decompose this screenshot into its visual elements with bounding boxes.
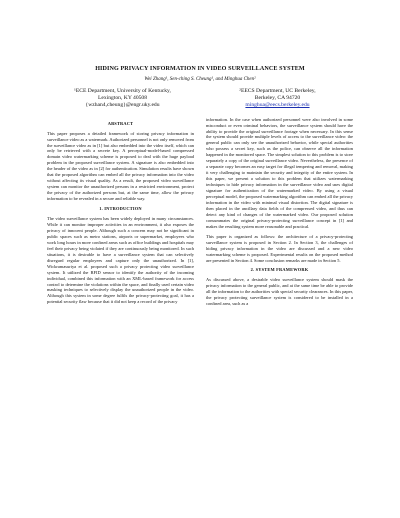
affiliation-berkeley — [206, 88, 349, 110]
affiliation-city: Lexington, KY 40508 — [97, 95, 148, 102]
affiliation-dept: ¹ECE Department, University of Kentucky, — [74, 88, 171, 94]
affiliation-email: {wzhan4,cheung}@engr.uky.edu — [85, 102, 160, 109]
system-framework-text: As discussed above, a desirable video surveillance system should mask the privacy information to the general public, and at the same time be able to provide all the information to the authorities with special security clearances. In this paper, the privacy protecting surveillance system is considered to be installed in a confined area, such as a — [206, 277, 353, 307]
affiliation-kentucky — [51, 88, 194, 110]
abstract-heading: ABSTRACT — [107, 120, 134, 126]
introduction-continued-text: information. In the case when authorized personnel were also involved in some misconduct or even criminal behaviors, the surveillance system should have the ability to provide the original surveillance footage when necessary. In this sense the system should provide multiple levels of access to the surveillance video: the general public can only see the unauthorized behavior, while special authorities who possess a secret key, such as the police, can observe all the information happened in the monitored space. The simplest solution to this problem is to store separately a copy of the original surveillance video. Nevertheless, the presence of a separate copy becomes an easy target for illegal tempering and removal, making it very challenging to maintain the security and integrity of the entire system. In this paper, we present a solution to this problem that utilizes watermarking techniques to hide privacy information in the surveillance video and uses digital signature for authentication of the watermarked video. By using a visual perceptual model, the proposed watermarking algorithm can embed all the privacy information in the video with minimal visual distortion. The digital signature is then placed in the ancillary data fields of the compressed video, and thus can detect any kind of changes of the watermarked video. Our proposed solution consummates the original privacy-protecting surveillance concept in [1] and makes the resulting system more reasonable and practical. — [206, 116, 353, 229]
left-column — [47, 117, 194, 312]
affiliation-dept: ²EECS Department, UC Berkeley, — [239, 88, 316, 94]
right-column — [206, 117, 353, 312]
system-framework-heading: 2. SYSTEM FRAMEWORK — [250, 267, 309, 273]
paper-title: HIDING PRIVACY INFORMATION IN VIDEO SURVEILLANCE SYSTEM — [95, 66, 305, 72]
organization-paragraph: This paper is organized as follows: the architecture of a privacy-protecting surveillance system is proposed in Section 2. In Section 3, the challenges of hiding privacy information in the video are discussed and a new video watermarking scheme is proposed. Experimental results on the proposed method are presented in Section 4. Some conclusion remarks are made in Section 5. — [206, 233, 353, 263]
affiliations — [47, 88, 353, 110]
author-list: Wei Zhang¹, Sen-ching S. Cheung¹, and Minghua Chen² — [144, 77, 256, 82]
introduction-text: The video surveillance system has been widely deployed in many circumstances. While it can monitor improper activities in an environment, it also exposes the privacy of innocent people. Although such a concern may not be significant in public spaces such as metro stations, airports or supermarket, employees who work long hours in more confined areas such as office buildings and hospitals may feel their privacy being violated if they are continuously being monitored. In such situations, it is desirable to have a surveillance system that can selectively disregard regular employees and capture only the unauthorized. In [1], Wickramasuriya et al. proposed such a privacy protecting video surveillance system. It utilized the RFID sensor to identify the authority of the incoming individual, combined this information with an XML-based framework for access control to determine the violations within the space, and finally used certain video masking techniques to selectively display the unauthorized people in the video. Although this system in some degree fulfils the privacy-protecting goal, it has a potential security flaw because that it did not keep a record of the privacy — [47, 216, 194, 305]
body-columns — [47, 117, 353, 312]
introduction-heading: 1. INTRODUCTION — [99, 206, 142, 212]
affiliation-city: Berkeley, CA 94720 — [254, 95, 301, 102]
affiliation-email-link[interactable]: minghua@eecs.berkeley.edu — [245, 102, 310, 109]
abstract-text: This paper proposes a detailed framework of storing privacy information in surveillance video as a watermark. Authorized personnel is not only removed from the surveillance video as in [1] but also embedded into the video itself, which can only be retrieved with a secrete key. A perceptual-model-based compressed domain video watermarking scheme is proposed to deal with the huge payload problem in the proposed surveillance system. A signature is also embedded into the header of the video as in [2] for authentication. Simulation results have shown that the proposed algorithm can embed all the privacy information into the video without affecting its visual quality. As a result, the proposed video surveillance system can monitor the unauthorized persons in a restricted environment, protect the privacy of the authorized persons but, at the same time, allow the privacy information to be revealed in a secure and reliable way. — [47, 130, 194, 202]
